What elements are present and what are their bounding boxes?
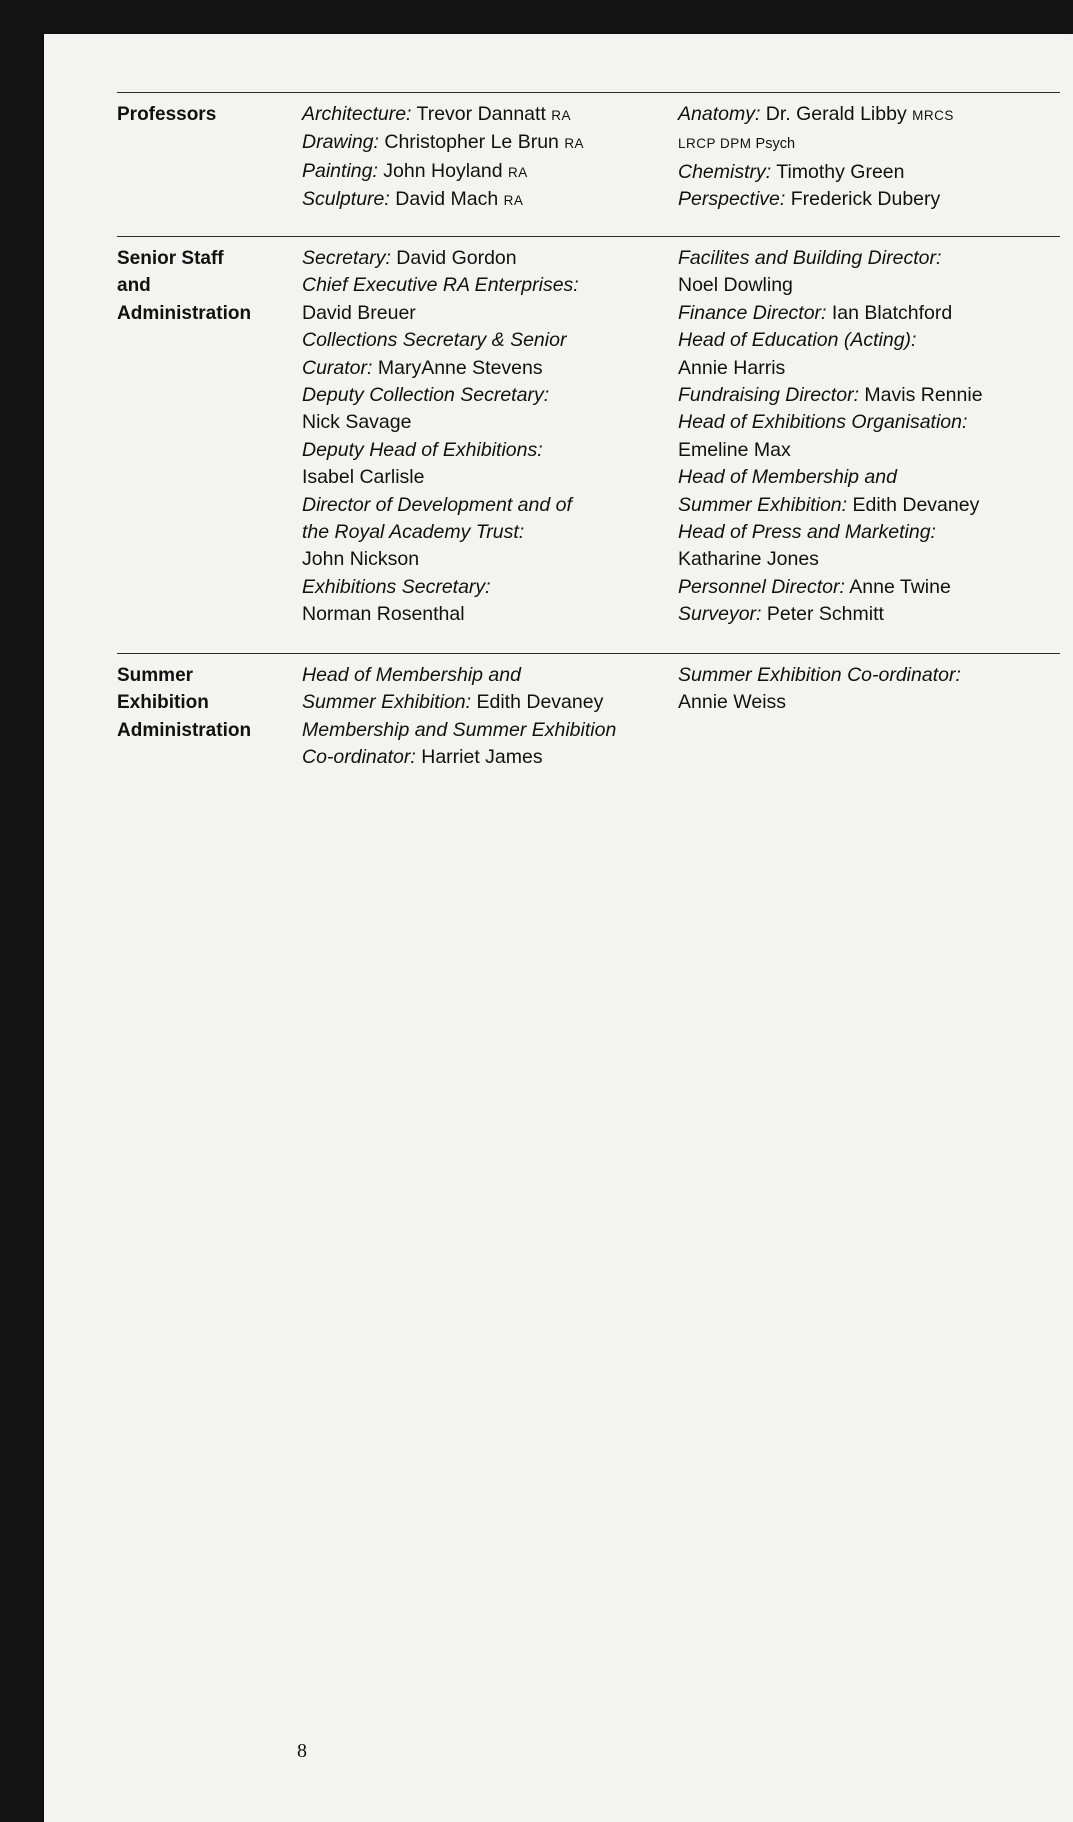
staff-line <box>302 245 672 272</box>
staff-line <box>678 689 1060 716</box>
person-name: David Mach <box>389 188 504 211</box>
staff-line <box>678 519 1060 546</box>
person-name: Isabel Carlisle <box>302 466 425 489</box>
section-label: Senior Staff and Administration <box>117 248 252 324</box>
role-title: Finance Director: <box>678 301 827 324</box>
staff-line <box>678 186 1060 213</box>
person-name: Frederick Dubery <box>785 188 941 211</box>
role-title: Facilites and Building Director: <box>678 247 942 269</box>
staff-line <box>678 300 1060 327</box>
post-nominal: RA <box>564 136 585 152</box>
role-title: Head of Education (Acting): <box>678 329 917 352</box>
role-title: Architecture: <box>302 103 412 125</box>
person-name: Harriet James <box>415 746 543 769</box>
person-name: Annie Harris <box>678 356 786 379</box>
role-title: Head of Press and Marketing: <box>678 521 936 544</box>
role-title: Collections Secretary & Senior <box>302 329 567 352</box>
section-professors <box>117 92 1060 211</box>
staff-line <box>302 186 672 214</box>
document-page <box>44 34 1073 1822</box>
person-name: Dr. Gerald Libby <box>760 103 913 125</box>
person-name: Ian Blatchford <box>826 301 953 324</box>
staff-line <box>302 327 672 354</box>
post-nominal: LRCP DPM <box>678 136 752 152</box>
role-title: Secretary: <box>302 247 391 269</box>
role-title: Deputy Collection Secretary: <box>302 384 550 407</box>
staff-line <box>302 744 672 771</box>
person-name: Nick Savage <box>302 411 412 434</box>
post-nominal: MRCS <box>912 108 954 123</box>
person-name: Peter Schmitt <box>761 603 884 626</box>
staff-line <box>302 101 672 129</box>
staff-line <box>302 574 672 601</box>
role-title: Perspective: <box>678 188 786 211</box>
staff-line <box>302 437 672 464</box>
person-name: Noel Dowling <box>678 274 793 297</box>
staff-line <box>678 327 1060 354</box>
staff-line <box>302 158 672 186</box>
person-name: MaryAnne Stevens <box>372 356 543 379</box>
staff-line <box>302 129 672 157</box>
staff-column <box>678 662 1060 717</box>
person-name: Timothy Green <box>771 160 905 183</box>
role-title: Deputy Head of Exhibitions: <box>302 438 543 461</box>
role-title: Chemistry: <box>678 160 772 183</box>
role-title: Summer Exhibition Co-ordinator: <box>678 664 961 686</box>
role-title: Co-ordinator: <box>302 746 416 769</box>
role-title: Membership and Summer Exhibition <box>302 718 617 741</box>
staff-line <box>302 601 672 628</box>
person-name: Norman Rosenthal <box>302 603 465 626</box>
staff-column <box>678 245 1060 629</box>
role-title: Sculpture: <box>302 188 390 211</box>
post-nominal: Psych <box>751 136 796 153</box>
staff-line <box>302 382 672 409</box>
staff-line <box>678 464 1060 491</box>
staff-column <box>302 662 672 772</box>
person-name: David Gordon <box>390 247 517 269</box>
staff-line <box>678 382 1060 409</box>
staff-line <box>678 101 1060 129</box>
role-title: Painting: <box>302 159 378 182</box>
role-title: Head of Exhibitions Organisation: <box>678 411 968 434</box>
staff-line <box>302 492 672 519</box>
person-name: Edith Devaney <box>471 691 604 714</box>
section-senior-staff <box>117 236 1060 626</box>
role-title: Director of Development and of <box>302 493 572 516</box>
role-title: Summer Exhibition: <box>678 493 848 516</box>
person-name: David Breuer <box>302 301 416 324</box>
staff-line <box>302 717 672 744</box>
role-title: Surveyor: <box>678 603 762 626</box>
page-number: 8 <box>297 1740 307 1762</box>
role-title: Exhibitions Secretary: <box>302 575 491 598</box>
role-title: Anatomy: <box>678 103 761 125</box>
staff-line <box>678 409 1060 436</box>
staff-line <box>678 546 1060 573</box>
role-title: Head of Membership and <box>302 664 521 686</box>
person-name: Mavis Rennie <box>858 384 983 407</box>
role-title: Fundraising Director: <box>678 384 859 407</box>
staff-line <box>678 245 1060 272</box>
staff-line <box>302 546 672 573</box>
person-name: Annie Weiss <box>678 691 787 714</box>
staff-line <box>678 129 1060 158</box>
staff-line <box>678 492 1060 519</box>
post-nominal: RA <box>503 193 524 209</box>
post-nominal: RA <box>507 164 528 180</box>
staff-line <box>302 689 672 716</box>
role-title: the Royal Academy Trust: <box>302 521 525 544</box>
staff-column <box>302 101 672 215</box>
person-name: Trevor Dannatt <box>411 103 552 125</box>
person-name: Edith Devaney <box>847 493 980 516</box>
section-label: Summer Exhibition Administration <box>117 665 252 741</box>
role-title: Personnel Director: <box>678 575 845 598</box>
staff-line <box>678 601 1060 628</box>
role-title: Summer Exhibition: <box>302 691 472 714</box>
person-name: Katharine Jones <box>678 548 819 571</box>
staff-line <box>678 574 1060 601</box>
staff-line <box>302 300 672 327</box>
staff-line <box>678 355 1060 382</box>
role-title: Chief Executive RA Enterprises: <box>302 274 579 297</box>
staff-line <box>302 409 672 436</box>
staff-line <box>302 355 672 382</box>
person-name: Christopher Le Brun <box>378 131 565 154</box>
person-name: John Hoyland <box>377 159 508 182</box>
section-label: Professors <box>117 104 217 125</box>
role-title: Drawing: <box>302 131 379 154</box>
section-summer-exhibition <box>117 653 1060 769</box>
staff-line <box>678 662 1060 689</box>
post-nominal: RA <box>551 108 572 123</box>
staff-line <box>678 272 1060 299</box>
person-name: John Nickson <box>302 548 420 571</box>
staff-column <box>678 101 1060 214</box>
staff-line <box>302 464 672 491</box>
staff-line <box>678 159 1060 186</box>
role-title: Head of Membership and <box>678 466 897 489</box>
staff-line <box>302 519 672 546</box>
staff-line <box>678 437 1060 464</box>
staff-line <box>302 272 672 299</box>
person-name: Anne Twine <box>844 575 951 598</box>
role-title: Curator: <box>302 356 373 379</box>
staff-line <box>302 662 672 689</box>
person-name: Emeline Max <box>678 438 791 461</box>
staff-column <box>302 245 672 629</box>
